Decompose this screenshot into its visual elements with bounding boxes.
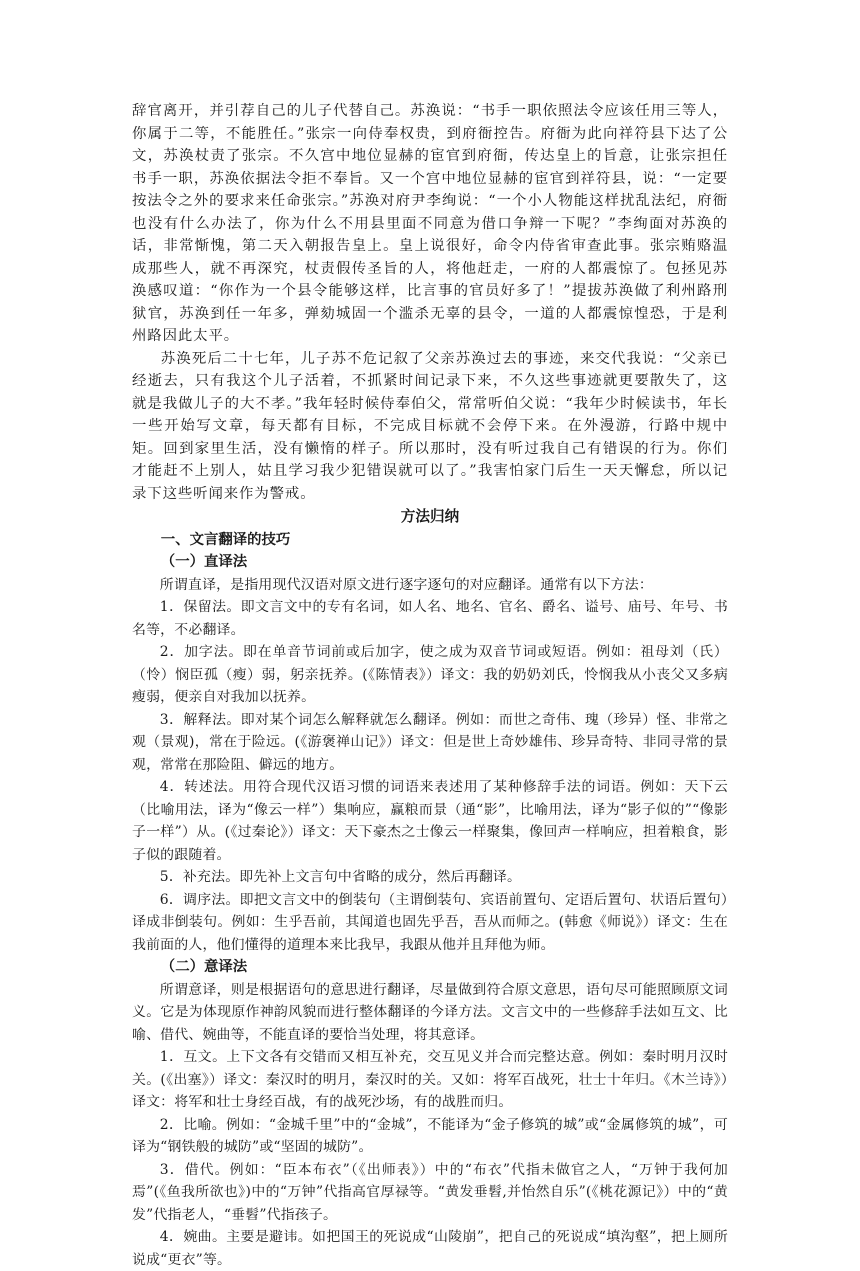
list-item: 2．加字法。即在单音节词前或后加字，使之成为双音节词或短语。例如：祖母刘（氏）（怜）悯臣孤（瘦）弱，躬亲抚养。(《陈情表》）译文：我的奶奶刘氏，怜悯我从小丧父又多病瘦弱，便亲自对我加以抚养。 xyxy=(132,644,728,705)
document-page xyxy=(132,100,728,1271)
heading-direct-translation: （一）直译法 xyxy=(160,553,248,570)
section-title: 方法归纳 xyxy=(400,508,460,525)
list-item: 1．保留法。即文言文中的专有名词，如人名、地名、官名、爵名、谥号、庙号、年号、书名等，不必翻译。 xyxy=(132,599,728,638)
body-paragraph: 所谓意译，则是根据语句的意思进行翻译，尽量做到符合原文意思，语句尽可能照顾原文词义。它是为体现原作神韵风貌而进行整体翻译的今译方法。文言文中的一些修辞手法如互文、比喻、借代、婉曲等，不能直译的要恰当处理，将其意译。 xyxy=(132,981,728,1043)
body-paragraph: 所谓直译，是指用现代汉语对原文进行逐字逐句的对应翻译。通常有以下方法： xyxy=(159,576,653,593)
list-item: 3．借代。例如：“臣本布衣”（《出师表》）中的“布衣”代指未做官之人，“万钟于我何加焉”(《鱼我所欲也》)中的“万钟”代指高官厚禄等。“黄发垂髫,并怡然自乐”(《桃花源记》）中的“黄发”代指老人，“垂髫”代指孩子。 xyxy=(132,1161,728,1223)
list-item: 5．补充法。即先补上文言句中省略的成分，然后再翻译。 xyxy=(159,869,522,885)
list-item: 4．婉曲。主要是避讳。如把国王的死说成“山陵崩”，把自己的死说成“填沟壑”，把上厕所说成“更衣”等。 xyxy=(132,1229,728,1268)
list-item: 3．解释法。即对某个词怎么解释就怎么翻译。例如：而世之奇伟、瑰（珍异）怪、非常之观（景观)，常在于险远。(《游褒禅山记》）译文：但是世上奇妙雄伟、珍异奇特、非同寻常的景观，常常在那险阻、僻远的地方。 xyxy=(132,711,728,773)
heading-free-translation: （二）意译法 xyxy=(160,958,248,975)
list-item: 4．转述法。用符合现代汉语习惯的词语来表述用了某种修辞手法的词语。例如：天下云（比喻用法，译为“像云一样”）集响应，赢粮而景（通“影”，比喻用法，译为“影子似的”“像影子一样”）从。(《过秦论》）译文：天下豪杰之士像云一样聚集，像回声一样响应，担着粮食，影子似的跟随着。 xyxy=(132,779,728,863)
list-item: 1．互文。上下文各有交错而又相互补充，交互见义并合而完整达意。例如：秦时明月汉时关。(《出塞》）译文：秦汉时的明月，秦汉时的关。又如：将军百战死，壮士十年归。《木兰诗》）译文：将军和壮士身经百战，有的战死沙场，有的战胜而归。 xyxy=(132,1049,728,1110)
story-paragraph: 辞官离开，并引荐自己的儿子代替自己。苏涣说：“书手一职依照法令应该任用三等人，你属于二等，不能胜任。”张宗一向侍奉权贵，到府衙控告。府衙为此向祥符县下达了公文，苏涣杖责了张宗。不久宫中地位显赫的宦官到府衙，传达皇上的旨意，让张宗担任书手一职，苏涣依据法令拒不奉旨。又一个宫中地位显赫的宦官到祥符县，说：“一定要按法令之外的要求来任命张宗。”苏涣对府尹李绚说：“一个小人物能这样扰乱法纪，府衙也没有什么办法了，你为什么不用县里面不同意为借口争辩一下呢？”李绚面对苏涣的话，非常惭愧，第二天入朝报告皇上。皇上说很好，命令内侍省审查此事。张宗贿赂温成那些人，就不再深究，杖责假传圣旨的人，将他赶走，一府的人都震惊了。包拯见苏涣感叹道：“你作为一个县令能够这样，比言事的官员好多了！”提拔苏涣做了利州路刑狱官，苏涣到任一年多，弹劾城固一个滥杀无辜的县令，一道的人都震惊惶恐，于是利州路因此太平。 xyxy=(132,103,728,344)
list-item: 6．调序法。即把文言文中的倒装句（主谓倒装句、宾语前置句、定语后置句、状语后置句）译成非倒装句。例如：生乎吾前，其闻道也固先乎吾，吾从而师之。(韩愈《师说》）译文：生在我前面的人，他们懂得的道理本来比我早，我跟从他并且拜他为师。 xyxy=(132,891,728,953)
heading-translation-skills: 一、文言翻译的技巧 xyxy=(160,530,291,548)
list-item: 2．比喻。例如：“金城千里”中的“金城”，不能译为“金子修筑的城”或“金属修筑的城”，可译为“钢铁般的城防”或“坚固的城防”。 xyxy=(132,1116,728,1155)
story-paragraph: 苏涣死后二十七年，儿子苏不危记叙了父亲苏涣过去的事迹，来交代我说：“父亲已经逝去，只有我这个儿子活着，不抓紧时间记录下来，不久这些事迹就更要散失了，这就是我做儿子的大不孝。”我年轻时候侍奉伯父，常常听伯父说：“我年少时候读书，年长一些开始写文章，每天都有目标，不完成目标就不会停下来。在外漫游，行路中规中矩。回到家里生活，没有懒惰的样子。所以那时，没有听过我自己有错误的行为。你们才能赶不上别人，姑且学习我少犯错误就可以了。”我害怕家门后生一天天懈怠，所以记录下这些听闻来作为警戒。 xyxy=(132,350,728,502)
